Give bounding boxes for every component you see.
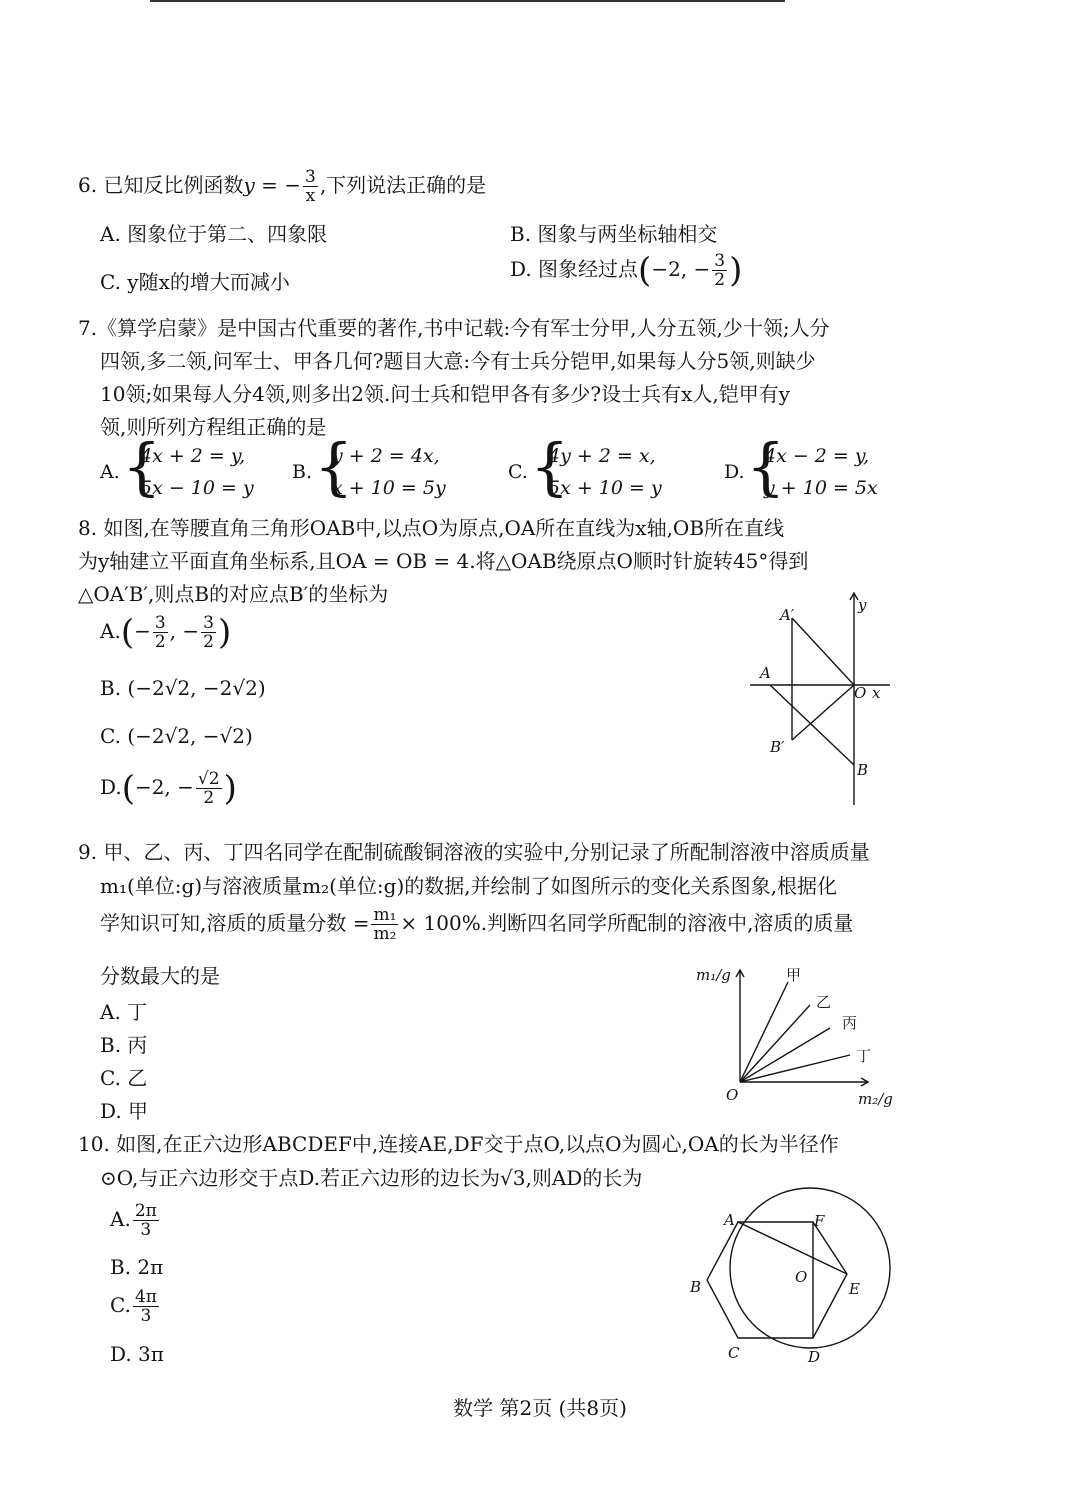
q10-label-e: E (849, 1280, 860, 1298)
q10-circle (730, 1188, 890, 1348)
q9-line-yi (740, 1005, 810, 1082)
q8-label-b-prime: B′ (770, 738, 785, 756)
q6-frac-num: 3 (304, 167, 316, 187)
q8-line-1: 8. 如图,在等腰直角三角形OAB中,以点O为原点,OA所在直线为x轴,OB所在直线 (78, 516, 785, 540)
q9-fraction (371, 906, 398, 943)
q8-a-num-1: 3 (154, 613, 166, 633)
q6-paren-open: ( (638, 250, 652, 291)
q7-option-a (100, 430, 300, 504)
q8-a-frac-2 (201, 614, 216, 651)
q10-option-c-label: C. (110, 1293, 131, 1317)
q7-line-2: 四领,多二领,问军士、甲各几何?题目大意:今有士兵分铠甲,如果每人分5领,则缺少 (100, 349, 816, 373)
q9-line-3-post: × 100%.判断四名同学所配制的溶液中,溶质的质量 (400, 911, 854, 935)
q8-a-den-2: 2 (203, 632, 214, 652)
q8-a-den-1: 2 (154, 632, 166, 652)
q10-line-2: ⊙O,与正六边形交于点D.若正六边形的边长为√3,则AD的长为 (100, 1166, 643, 1190)
q10-label-o: O (795, 1268, 808, 1286)
q9-option-d: D. 甲 (100, 1099, 149, 1123)
q10-option-c-num: 4π (134, 1287, 157, 1307)
q6-option-d-val: −2, − (651, 257, 711, 281)
q7-option-c-eq2: 5x + 10 = y (548, 477, 662, 499)
q6-func-lhs: y = − (243, 173, 301, 197)
q9-line-ding (740, 1055, 850, 1082)
q8-a-num-2: 3 (203, 613, 214, 633)
q6-option-d-frac (712, 252, 727, 289)
q7-option-b (292, 430, 492, 504)
q6-stem (78, 168, 486, 205)
q7-option-d-eq1: 4x − 2 = y, (764, 445, 870, 467)
page-footer: 数学 第2页 (共8页) (453, 1396, 627, 1420)
q7-option-c-brace: { (530, 430, 570, 503)
q9-frac-den: m₂ (373, 924, 397, 944)
q7-option-b-label: B. (292, 461, 313, 483)
q8-option-d (100, 770, 237, 807)
q10-line-1: 10. 如图,在正六边形ABCDEF中,连接AE,DF交于点O,以点O为圆心,OA的长为半径作 (78, 1132, 839, 1156)
q7-option-d-eq2: y + 10 = 5x (764, 477, 878, 499)
q6-paren-close: ) (729, 250, 743, 291)
q6-stem-text: 6. 已知反比例函数 (78, 173, 244, 197)
q9-option-a: A. 丁 (100, 1000, 148, 1024)
q10-figure (680, 1180, 910, 1365)
q8-label-x: x (872, 684, 881, 702)
q10-label-a: A (724, 1211, 735, 1229)
q7-option-d (724, 430, 924, 504)
q9-line-1: 9. 甲、乙、丙、丁四名同学在配制硫酸铜溶液的实验中,分别记录了所配制溶液中溶质质量 (78, 840, 870, 864)
q10-option-c-frac (133, 1288, 159, 1325)
q8-d-paren-close: ) (223, 768, 237, 809)
q8-label-b: B (857, 761, 869, 779)
q8-line-b-prime-o (792, 685, 854, 740)
q10-hexagon (707, 1222, 847, 1338)
q7-option-d-label: D. (724, 461, 745, 483)
q10-option-c (110, 1288, 161, 1325)
q9-frac-num: m₁ (373, 905, 397, 925)
q7-option-c-eq1: 4y + 2 = x, (548, 445, 656, 467)
q7-option-a-brace: { (122, 430, 162, 503)
q8-label-o: O (854, 684, 867, 702)
q6-option-d-text: D. 图象经过点 (510, 257, 639, 281)
q8-option-b: B. (−2√2, −2√2) (100, 676, 266, 700)
q9-label-yi: 乙 (816, 993, 832, 1011)
q8-line-3: △OA′B′,则点B的对应点B′的坐标为 (78, 582, 389, 606)
q8-option-c: C. (−2√2, −√2) (100, 724, 253, 748)
q9-label-bing: 丙 (842, 1014, 858, 1032)
q8-d-num: √2 (197, 769, 220, 789)
q9-option-c: C. 乙 (100, 1066, 148, 1090)
q10-option-a-num: 2π (134, 1201, 157, 1221)
q7-option-c-label: C. (508, 461, 528, 483)
q10-option-c-den: 3 (140, 1306, 152, 1326)
q7-option-a-label: A. (100, 461, 120, 483)
q6-stem-post: ,下列说法正确的是 (319, 173, 487, 197)
q8-line-a-prime-o (792, 618, 854, 685)
q9-line-2: m₁(单位:g)与溶液质量m₂(单位:g)的数据,并绘制了如图所示的变化关系图象,根据化 (100, 874, 837, 898)
q8-label-a: A (760, 664, 771, 682)
q7-option-b-brace: { (314, 430, 354, 503)
q6-frac-den: x (305, 186, 316, 206)
q7-line-3: 10领;如果每人分4领,则多出2领.问士兵和铠甲各有多少?设士兵有x人,铠甲有y (100, 382, 791, 406)
q7-line-1: 7.《算学启蒙》是中国古代重要的著作,书中记载:今有军士分甲,人分五领,少十领;人分 (78, 316, 830, 340)
q8-a-paren-open: ( (120, 612, 135, 653)
q6-option-b: B. 图象与两坐标轴相交 (510, 222, 718, 246)
q9-line-3-pre: 学知识可知,溶质的质量分数 = (100, 911, 370, 935)
q9-label-jia: 甲 (786, 966, 802, 984)
q8-option-d-pre: −2, − (134, 775, 194, 799)
q6-fraction (303, 168, 318, 205)
q10-label-f: F (814, 1212, 825, 1230)
q8-line-2: 为y轴建立平面直角坐标系,且OA = OB = 4.将△OAB绕原点O顺时针旋转45°得到 (78, 549, 809, 573)
q7-option-b-eq1: y + 2 = 4x, (332, 445, 440, 467)
q8-option-d-label: D. (100, 775, 122, 799)
q6-option-c: C. y随x的增大而减小 (100, 270, 290, 294)
q8-a-paren-close: ) (217, 612, 232, 653)
q6-option-d-num: 3 (714, 251, 726, 271)
q8-d-paren-open: ( (121, 768, 135, 809)
q10-option-a-den: 3 (140, 1220, 152, 1240)
q7-option-b-eq2: x + 10 = 5y (332, 477, 446, 499)
q8-d-den: 2 (203, 788, 215, 808)
q7-line-4: 领,则所列方程组正确的是 (100, 415, 327, 439)
q10-label-c: C (728, 1344, 740, 1362)
q10-label-b: B (690, 1278, 702, 1296)
q9-label-o: O (726, 1086, 739, 1104)
q10-option-a-frac (133, 1202, 159, 1239)
q9-label-ding: 丁 (856, 1047, 872, 1065)
q7-option-d-brace: { (746, 430, 786, 503)
q7-option-a-eq2: 5x − 10 = y (140, 477, 254, 499)
q7-option-a-eq1: 4x + 2 = y, (140, 445, 246, 467)
q10-label-d: D (808, 1348, 821, 1365)
q9-x-label: m₂/g (858, 1090, 893, 1108)
q8-a-frac-1 (153, 614, 168, 651)
q10-option-a-label: A. (110, 1207, 131, 1231)
q8-figure (740, 590, 900, 810)
q6-option-a: A. 图象位于第二、四象限 (100, 222, 328, 246)
q10-option-a (110, 1202, 161, 1239)
q8-label-y: y (858, 596, 867, 614)
top-rule (150, 0, 785, 2)
q6-option-d-den: 2 (714, 270, 726, 290)
q6-option-d (510, 252, 742, 289)
q9-line-3 (100, 906, 853, 943)
q9-option-b: B. 丙 (100, 1033, 148, 1057)
q8-option-a: A.(− $\frac{3}{2}$ , − $\frac{3}{2}$ ) (100, 612, 232, 653)
q9-y-label: m₁/g (696, 966, 731, 984)
q8-label-a-prime: A′ (780, 606, 795, 624)
q9-figure (690, 960, 905, 1115)
q9-line-4: 分数最大的是 (100, 964, 220, 988)
q7-option-c (508, 430, 708, 504)
q8-option-a-label: A. (100, 619, 121, 643)
q10-option-b: B. 2π (110, 1255, 164, 1279)
q10-option-d: D. 3π (110, 1342, 164, 1366)
q8-d-frac (196, 770, 222, 807)
